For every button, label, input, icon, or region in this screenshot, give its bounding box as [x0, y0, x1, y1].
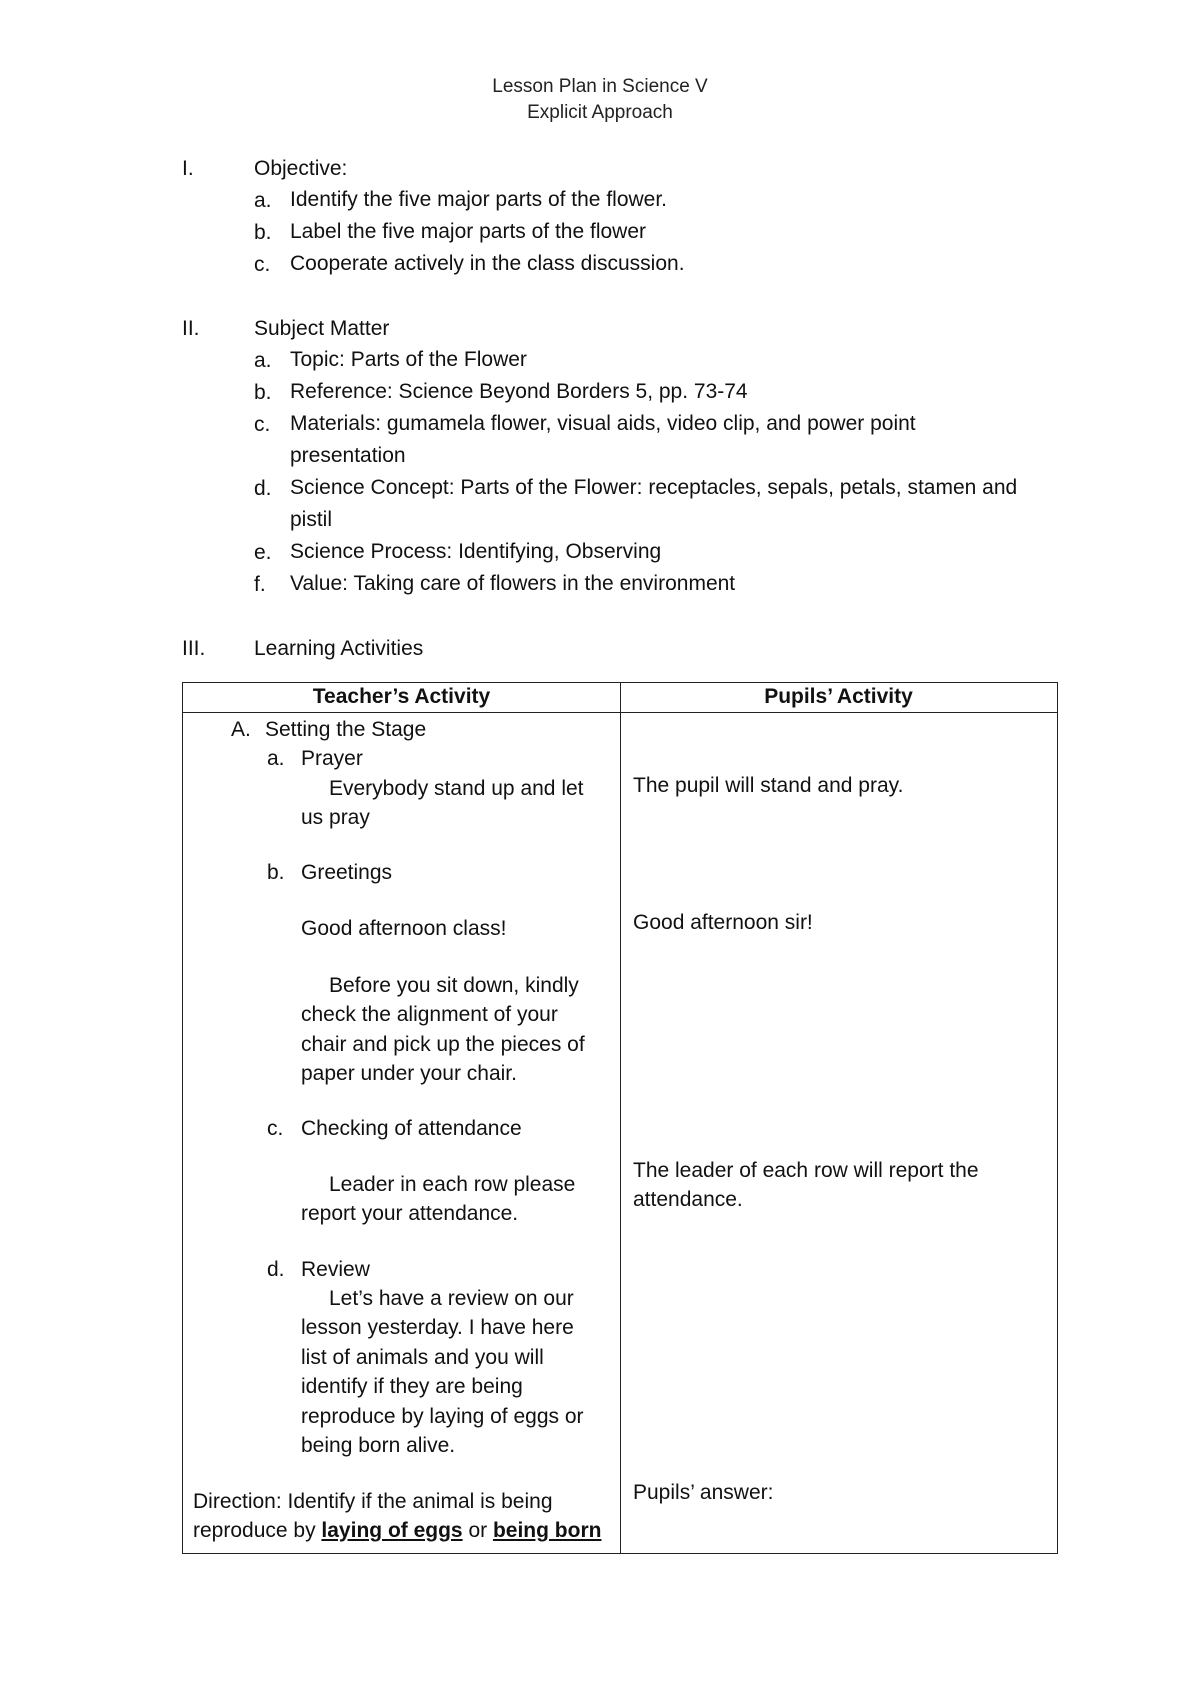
- review-line: being born alive.: [301, 1434, 456, 1457]
- review-title: Review: [301, 1258, 370, 1281]
- section-title-objective: Objective:: [254, 157, 348, 180]
- list-item: Materials: gumamela flower, visual aids, video clip, and power point: [290, 412, 916, 435]
- activities-table: [182, 682, 1058, 1554]
- review-line: identify if they are being: [301, 1375, 523, 1398]
- list-item: Identify the five major parts of the flower.: [290, 188, 668, 211]
- attendance-line: Leader in each row please: [329, 1173, 576, 1196]
- greetings-title: Greetings: [301, 861, 393, 884]
- list-item: Science Process: Identifying, Observing: [290, 540, 662, 563]
- direction-line: Direction: Identify if the animal is being: [193, 1490, 553, 1513]
- stage-title: Setting the Stage: [265, 718, 427, 741]
- attendance-line: report your attendance.: [301, 1202, 519, 1225]
- table-column-divider: [620, 683, 621, 1553]
- section-numeral-objective: I.: [182, 157, 194, 180]
- document-title: Lesson Plan in Science V: [492, 76, 708, 97]
- prayer-title: Prayer: [301, 747, 363, 770]
- list-item-mark: b.: [254, 221, 272, 244]
- document-subtitle: Explicit Approach: [527, 102, 673, 123]
- prayer-line: Everybody stand up and let: [329, 777, 584, 800]
- list-item: Label the five major parts of the flower: [290, 220, 647, 243]
- review-line: reproduce by laying of eggs or: [301, 1405, 584, 1428]
- list-item: Cooperate actively in the class discussion.: [290, 252, 685, 275]
- list-item-mark: e.: [254, 541, 272, 564]
- list-item-mark: c.: [254, 253, 271, 276]
- list-item-continuation: presentation: [290, 444, 406, 467]
- attendance-mark: c.: [267, 1117, 284, 1140]
- list-item-mark: a.: [254, 189, 272, 212]
- direction-emphasis: laying of eggs: [321, 1519, 463, 1542]
- direction-text: or: [462, 1519, 493, 1542]
- list-item-mark: f.: [254, 573, 266, 596]
- pupils-attendance-line: The leader of each row will report the: [633, 1159, 979, 1182]
- section-title-learning-activities: Learning Activities: [254, 637, 424, 660]
- direction-emphasis: being born: [492, 1519, 602, 1542]
- greetings-text: Good afternoon class!: [301, 917, 507, 940]
- review-line: lesson yesterday. I have here: [301, 1316, 574, 1339]
- section-numeral-learning-activities: III.: [182, 637, 206, 660]
- pupils-greeting-response: Good afternoon sir!: [633, 911, 813, 934]
- direction-line: [193, 1516, 601, 1546]
- list-item-mark: d.: [254, 477, 272, 500]
- list-item: Science Concept: Parts of the Flower: receptacles, sepals, petals, stamen and: [290, 476, 1018, 499]
- table-header-teacher: Teacher’s Activity: [312, 685, 491, 708]
- instruction-line: check the alignment of your: [301, 1003, 558, 1026]
- greetings-mark: b.: [267, 861, 285, 884]
- prayer-line: us pray: [301, 806, 370, 829]
- instruction-line: chair and pick up the pieces of: [301, 1033, 585, 1056]
- review-line: list of animals and you will: [301, 1346, 544, 1369]
- review-mark: d.: [267, 1258, 285, 1281]
- list-item-continuation: pistil: [290, 508, 333, 531]
- list-item-mark: b.: [254, 381, 272, 404]
- section-title-subject-matter: Subject Matter: [254, 317, 390, 340]
- attendance-title: Checking of attendance: [301, 1117, 522, 1140]
- direction-text: reproduce by: [193, 1519, 322, 1542]
- pupils-answer-label: Pupils’ answer:: [633, 1481, 774, 1504]
- instruction-line: Before you sit down, kindly: [329, 974, 579, 997]
- pupils-prayer-response: The pupil will stand and pray.: [633, 774, 904, 797]
- section-numeral-subject-matter: II.: [182, 317, 200, 340]
- pupils-attendance-line: attendance.: [633, 1188, 743, 1211]
- table-header-pupils: Pupils’ Activity: [764, 685, 913, 708]
- stage-mark: A.: [231, 718, 251, 741]
- list-item-mark: a.: [254, 349, 272, 372]
- instruction-line: paper under your chair.: [301, 1062, 517, 1085]
- list-item: Value: Taking care of flowers in the environment: [290, 572, 736, 595]
- review-line: Let’s have a review on our: [329, 1287, 574, 1310]
- list-item: Reference: Science Beyond Borders 5, pp. 73-74: [290, 380, 748, 403]
- list-item-mark: c.: [254, 413, 271, 436]
- prayer-mark: a.: [267, 747, 285, 770]
- list-item: Topic: Parts of the Flower: [290, 348, 527, 371]
